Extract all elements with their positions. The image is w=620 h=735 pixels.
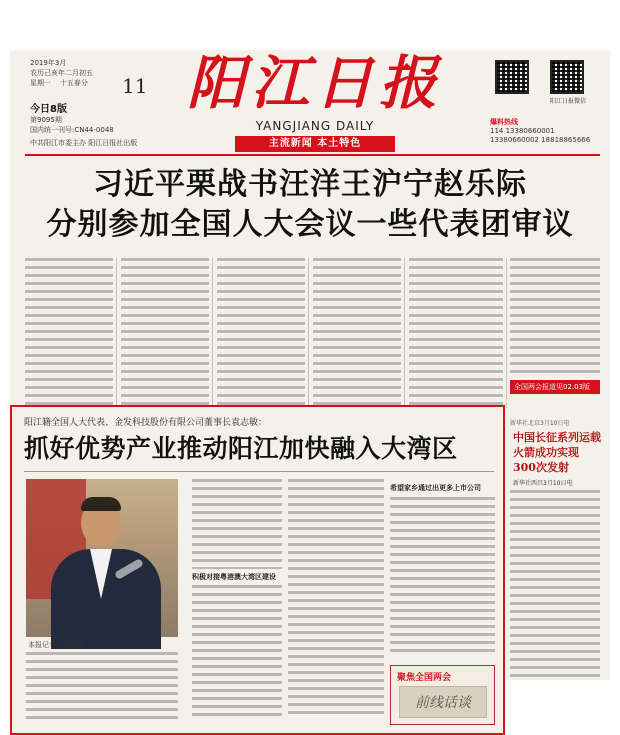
article-column [313, 258, 401, 408]
banner-calligraphy: 前线话谈 [399, 686, 487, 718]
today-block [30, 105, 114, 135]
right-headline: 中国长征系列运载火箭成功实现300次发射 [513, 431, 601, 474]
feature-subhead: 积极对接粤港澳大湾区建设 [192, 573, 276, 581]
masthead-divider [25, 154, 600, 156]
feature-subhead-2: 希望家乡通过出更多上市公司 [390, 484, 481, 492]
qr-code-icon [550, 60, 584, 94]
column-divider [506, 258, 507, 408]
two-sessions-banner [390, 665, 495, 725]
feature-photo [26, 479, 178, 637]
hotline-numbers-2: 13380660002 18818865666 [490, 136, 591, 144]
newspaper-title: 阳江日报 [186, 49, 443, 117]
issn: 国内统一刊号:CN44-0048 [30, 126, 114, 134]
newspaper-subtitle: YANGJIANG DAILY [255, 119, 375, 133]
article-column [217, 258, 305, 408]
lunar-date: 农历己亥年二月初五 [30, 69, 93, 77]
qr-label: 阳江日报微信 [550, 98, 587, 105]
article-column [121, 258, 209, 408]
feature-column [192, 585, 282, 720]
hotline-block [490, 118, 600, 145]
feature-column [26, 652, 178, 722]
qr-code-icon [495, 60, 529, 94]
headline-line-2: 分别参加全国人大会议一些代表团审议 [46, 207, 574, 242]
column-divider [212, 258, 213, 408]
hotline-title: 爆料热线 [490, 118, 518, 126]
right-kicker: 新华社北京3月10日电 [510, 420, 570, 427]
today-pages: 今日8版 [30, 104, 67, 115]
masthead [10, 50, 610, 155]
date-block [30, 58, 93, 88]
article-column [409, 258, 503, 408]
feature-kicker: 阳江籍全国人大代表、金发科技股份有限公司董事长袁志敏： [24, 418, 268, 428]
right-dateline: 新华社西昌3月10日电 [513, 480, 573, 487]
lead-headline [20, 165, 600, 245]
feature-column [288, 479, 384, 719]
newspaper-page [10, 49, 610, 711]
photo-caption: 本报记者 / 任皓华 [28, 641, 84, 649]
column-divider [404, 258, 405, 408]
hotline-numbers-1: 114 13380660001 [490, 127, 555, 135]
article-column [25, 258, 113, 408]
issue-number: 第9095期 [30, 116, 62, 124]
section-reference-label: 全国两会报道见02.03版 [510, 380, 600, 394]
right-article-body [510, 490, 600, 680]
photo-figure-hair [81, 497, 121, 511]
date-year-month: 2019年3月 [30, 59, 67, 67]
slogan-bar: 主流新闻 本土特色 [235, 136, 395, 152]
feature-divider [24, 471, 494, 472]
sponsor-line: 中共阳江市委主办 阳江日报社出版 [30, 139, 138, 147]
column-divider [116, 258, 117, 408]
column-divider [308, 258, 309, 408]
feature-column [390, 497, 495, 657]
banner-title: 聚焦全国两会 [397, 673, 452, 683]
day-number: 11 [122, 74, 148, 98]
weekday-row [30, 78, 93, 88]
weekday: 星期一 [30, 79, 51, 87]
headline-line-1: 习近平栗战书汪洋王沪宁赵乐际 [93, 167, 527, 202]
feature-column [192, 479, 282, 569]
solar-term: 十五春分 [59, 79, 88, 87]
featured-article [10, 405, 505, 735]
feature-title: 抓好优势产业推动阳江加快融入大湾区 [24, 434, 458, 463]
article-column [510, 258, 600, 376]
